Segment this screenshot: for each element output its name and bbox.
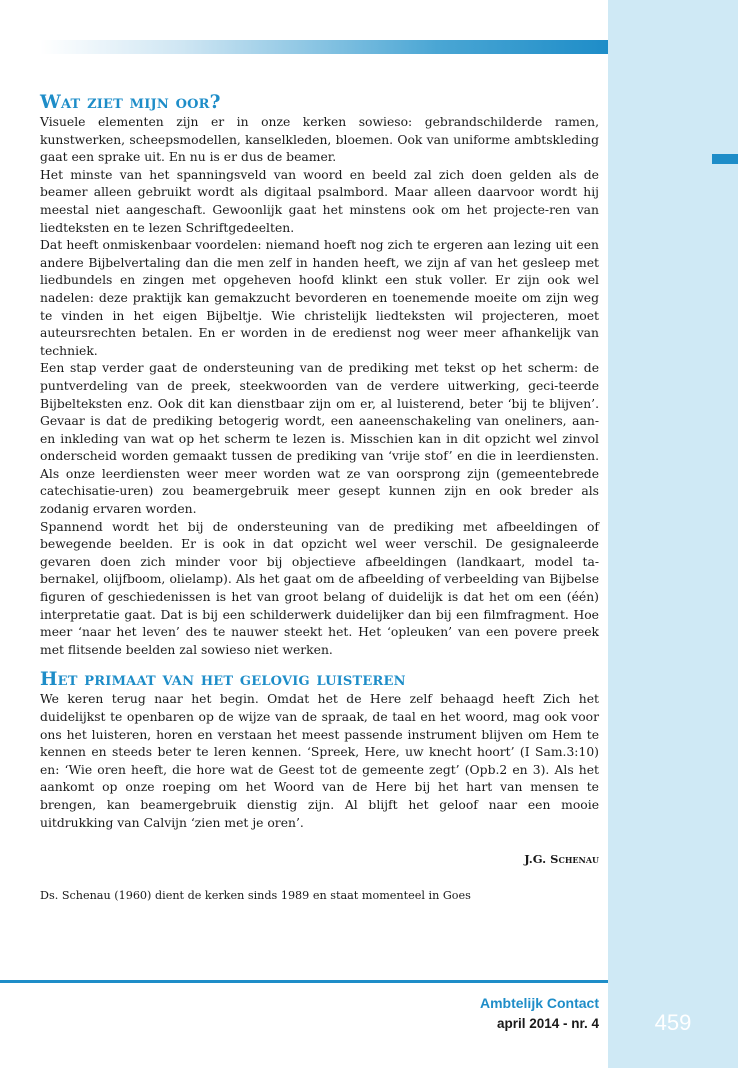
article-body <box>40 92 599 832</box>
author-signature: J.G. Schenau <box>524 852 599 866</box>
section-heading-2: Het primaat van het gelovig luisteren <box>40 669 406 691</box>
issue-info: april 2014 - nr. 4 <box>496 1016 599 1031</box>
section-heading-1: Wat ziet mijn oor? <box>40 92 221 113</box>
paragraph: We keren terug naar het begin. Omdat het de Here zelf behaagd heeft Zich het duidelijkst te openbaren op de wijze van de spraak, de taal en het woord, mag ook voor ons het luisteren, horen en verstaan het meest passende instrument blijven om Hem te kennen en steeds beter te leren kennen. ‘Spreek, Here, uw knecht hoort’ (I Sam.3:10) en: ‘Wie oren heeft, die hore wat de Geest tot de gemeente zegt’ (Opb.2 en 3). Als het aankomt op onze roeping om het Woord van de Here bij het hart van mensen te brengen, kan beamergebruik dienstig zijn. Al blijft het geloof naar een mooie uitdrukking van Calvijn ‘zien met je oren’. <box>40 692 599 830</box>
side-marker <box>712 154 738 164</box>
paragraph: Spannend wordt het bij de ondersteuning van de prediking met afbeeldingen of bewegende beelden. Er is ook in dat opzicht wel weer verschil. De gesignaleerde gevaren doen zich minder voor bij objectieve afbeeldingen (landkaart, model ta-bernakel, olijfboom, olielamp). Als het gaat om de afbeelding of verbeelding van Bijbelse figuren of geschiedenissen is het van groot belang of duidelijk is dat het om een (één) interpretatie gaat. Dat is bij een schilderwerk duidelijker dan bij een filmfragment. Hoe meer ‘naar het leven’ des te nauwer steekt het. Het ‘opleuken’ van een povere preek met flitsende beelden zal sowieso niet werken. <box>40 519 599 657</box>
paragraph: Dat heeft onmiskenbaar voordelen: niemand hoeft nog zich te ergeren aan lezing uit een andere Bijbelvertaling dan die men zelf in handen heeft, we zijn af van het gesleep met liedbundels en zingen met opgeheven hoofd klinkt een stuk voller. Er zijn ook wel nadelen: deze praktijk kan gemakzucht bevorderen en toenemende moeite om zijn weg te vinden in het eigen Bijbeltje. Wie christelijk liedteksten wil projecteren, moet auteursrechten betalen. En er worden in de eredienst nog weer meer afhankelijk van techniek. <box>40 238 599 358</box>
paragraph: Een stap verder gaat de ondersteuning van de prediking met tekst op het scherm: de puntverdeling van de preek, steekwoorden van de verdere uitwerking, geci-teerde Bijbelteksten enz. Ook dit kan dienstbaar zijn om er, al luisterend, beter ‘bij te blijven’. Gevaar is dat de prediking betogerig wordt, een aaneenschakeling van oneliners, aan- en inkleding van wat op het scherm te lezen is. Misschien kan in dit opzicht wel zinvol onderscheid worden gemaakt tussen de prediking van ‘vrije stof’ en die in leerdiensten. Als onze leerdiensten weer meer worden wat ze van oorsprong zijn (gemeentebrede catechisatie-uren) zou beamergebruik meer gesept kunnen zijn en ook breder als zodanig ervaren worden. <box>40 361 599 517</box>
author-bio: Ds. Schenau (1960) dient de kerken sinds 1989 en staat momenteel in Goes <box>40 889 471 902</box>
magazine-name: Ambtelijk Contact <box>479 995 599 1011</box>
footer-divider <box>0 980 608 983</box>
top-gradient-bar <box>40 40 608 54</box>
page-number: 459 <box>654 1010 692 1035</box>
paragraph: Het minste van het spanningsveld van woord en beeld zal zich doen gelden als de beamer alleen gebruikt wordt als digitaal psalmbord. Maar alleen daarvoor wordt hij meestal niet aangeschaft. Gewoonlijk gaat het minstens ook om het projecte-ren van liedteksten en te lezen Schriftgedeelten. <box>40 167 599 235</box>
paragraph: Visuele elementen zijn er in onze kerken sowieso: gebrandschilderde ramen, kunstwerken, scheepsmodellen, kanselkleden, bloemen. Ook van uniforme ambtskleding gaat een sprake uit. En nu is er dus de beamer. <box>40 115 599 165</box>
